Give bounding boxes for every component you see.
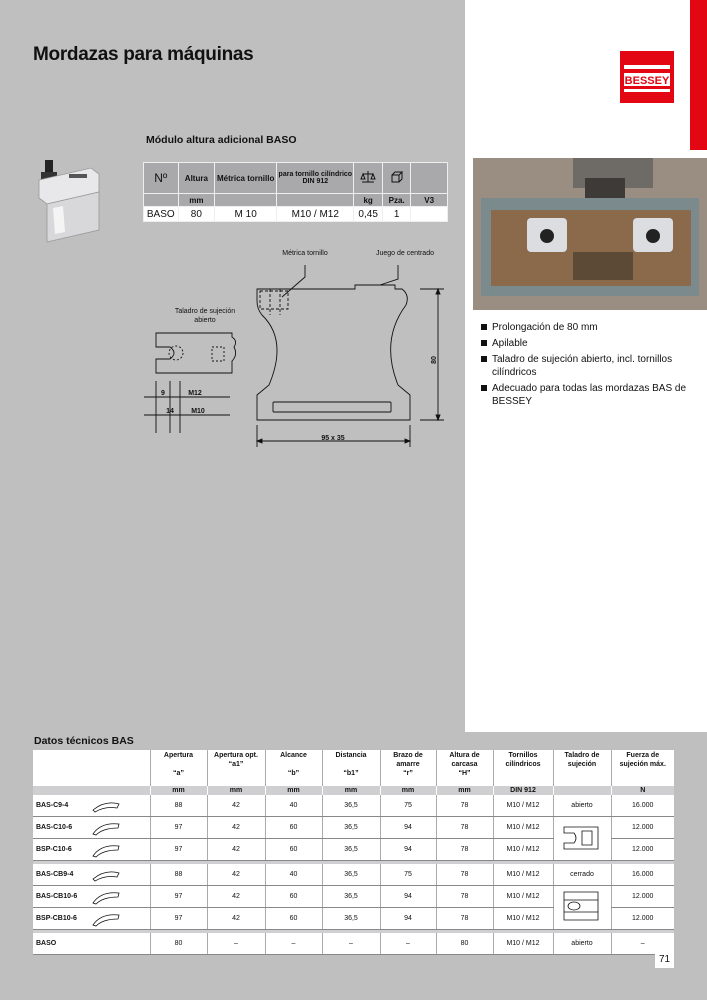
- value-cell: 88: [150, 795, 207, 817]
- open-hole-icon: [560, 821, 604, 855]
- value-cell: M10 / M12: [493, 839, 553, 861]
- header-fuerza: Fuerza de sujeción máx.: [611, 750, 674, 786]
- value-cell: 94: [380, 817, 436, 839]
- page-number: 71: [655, 951, 674, 968]
- value-cell: 36,5: [322, 839, 380, 861]
- feature-item: Apilable: [481, 337, 691, 350]
- value-cell: 78: [436, 886, 493, 908]
- value-cell: 78: [436, 817, 493, 839]
- header-no: Nº: [144, 163, 179, 194]
- value-cell: 16.000: [611, 795, 674, 817]
- header-tornillo: para tornillo cilíndrico DIN 912: [277, 163, 354, 194]
- header-altura: Altura: [178, 163, 215, 194]
- value-cell: 36,5: [322, 864, 380, 886]
- unit-cell: [144, 194, 179, 207]
- feature-list: [481, 321, 691, 411]
- value-cell: 12.000: [611, 886, 674, 908]
- header-tornillos: Tornillos cilíndricos: [493, 750, 553, 786]
- header-alcance: Alcance “b”: [265, 750, 322, 786]
- value-cell: M10 / M12: [493, 817, 553, 839]
- dim-14-label: 14: [166, 408, 174, 415]
- tech-data-table: [33, 750, 674, 955]
- table-row: [33, 817, 674, 839]
- value-cell: 60: [265, 817, 322, 839]
- value-cell: –: [207, 933, 265, 955]
- jaw-icon: [91, 844, 121, 858]
- technical-drawing: [140, 245, 450, 450]
- value-cell: 60: [265, 886, 322, 908]
- value-cell: –: [380, 933, 436, 955]
- value-cell: 97: [150, 886, 207, 908]
- unit-cell: [277, 194, 354, 207]
- value-cell: 42: [207, 886, 265, 908]
- value-cell: 0,45: [354, 207, 382, 222]
- dim-80-label: 80: [431, 356, 438, 364]
- value-cell: 12.000: [611, 817, 674, 839]
- unit-cell: DIN 912: [493, 786, 553, 795]
- unit-cell: N: [611, 786, 674, 795]
- header-v3: [411, 163, 448, 194]
- header-pieces: [382, 163, 410, 194]
- value-cell: M10 / M12: [493, 933, 553, 955]
- value-cell: 94: [380, 908, 436, 930]
- value-cell: 60: [265, 839, 322, 861]
- value-cell: 80: [150, 933, 207, 955]
- value-cell: 78: [436, 908, 493, 930]
- value-cell: 94: [380, 886, 436, 908]
- unit-cell: mm: [436, 786, 493, 795]
- header-apertura: Apertura “a”: [150, 750, 207, 786]
- value-cell: 42: [207, 908, 265, 930]
- value-cell: 78: [436, 795, 493, 817]
- baso-product-image: [33, 160, 105, 245]
- value-cell: M10 / M12: [493, 864, 553, 886]
- value-cell: [411, 207, 448, 222]
- header-weight: [354, 163, 382, 194]
- value-cell: BASO: [144, 207, 179, 222]
- model-cell: BAS-C10-6: [33, 817, 150, 839]
- unit-cell: mm: [150, 786, 207, 795]
- label-taladro: Taladro de sujeción abierto: [174, 308, 236, 324]
- jaw-icon: [91, 800, 121, 814]
- scale-icon: [360, 170, 376, 184]
- unit-cell: [215, 194, 277, 207]
- value-cell: 97: [150, 839, 207, 861]
- closed-hole-icon: [560, 888, 604, 926]
- value-cell: –: [265, 933, 322, 955]
- jaw-icon: [91, 891, 121, 905]
- value-cell: M10 / M12: [493, 795, 553, 817]
- value-cell: M10 / M12: [493, 886, 553, 908]
- label-metrica-tornillo: Métrica tornillo: [282, 250, 328, 257]
- jaw-icon: [91, 913, 121, 927]
- value-cell: 12.000: [611, 839, 674, 861]
- value-cell: cerrado: [553, 864, 611, 886]
- value-cell: 78: [436, 864, 493, 886]
- product-table: [143, 162, 448, 222]
- header-taladro: Taladro de sujeción: [553, 750, 611, 786]
- red-accent-bar: [690, 0, 707, 150]
- value-cell: –: [611, 933, 674, 955]
- bullet-square-icon: [481, 356, 487, 362]
- value-cell: 97: [150, 908, 207, 930]
- value-cell: 42: [207, 795, 265, 817]
- value-cell: 36,5: [322, 886, 380, 908]
- value-cell: 75: [380, 795, 436, 817]
- bessey-logo: [620, 51, 674, 103]
- jaw-icon: [91, 822, 121, 836]
- box-icon: [390, 170, 404, 184]
- value-cell: 36,5: [322, 817, 380, 839]
- model-cell: BSP-C10-6: [33, 839, 150, 861]
- label-juego-centrado: Juego de centrado: [376, 250, 434, 257]
- dim-m10-label: M10: [191, 408, 205, 415]
- closed-hole-drawing-cell: [553, 886, 611, 930]
- feature-item: Prolongación de 80 mm: [481, 321, 691, 334]
- table-row: [33, 933, 674, 955]
- value-cell: 12.000: [611, 908, 674, 930]
- header-distancia: Distancia “b1”: [322, 750, 380, 786]
- unit-cell: mm: [207, 786, 265, 795]
- feature-item: Adecuado para todas las mordazas BAS de BESSEY: [481, 382, 691, 408]
- value-cell: 94: [380, 839, 436, 861]
- page-title: Mordazas para máquinas: [33, 44, 254, 65]
- value-cell: 42: [207, 839, 265, 861]
- value-cell: abierto: [553, 795, 611, 817]
- value-cell: 42: [207, 864, 265, 886]
- model-cell: BAS-CB9-4: [33, 864, 150, 886]
- unit-cell: mm: [380, 786, 436, 795]
- model-cell: BSP-CB10-6: [33, 908, 150, 930]
- value-cell: 40: [265, 795, 322, 817]
- value-cell: 40: [265, 864, 322, 886]
- table-row: [33, 864, 674, 886]
- bullet-square-icon: [481, 385, 487, 391]
- bullet-square-icon: [481, 340, 487, 346]
- header-brazo: Brazo de amarre “r”: [380, 750, 436, 786]
- bullet-square-icon: [481, 324, 487, 330]
- model-cell: BASO: [33, 933, 150, 955]
- value-cell: –: [322, 933, 380, 955]
- dim-m12-label: M12: [188, 390, 202, 397]
- value-cell: 42: [207, 817, 265, 839]
- value-cell: M10 / M12: [493, 908, 553, 930]
- table-row: [33, 886, 674, 908]
- value-cell: 88: [150, 864, 207, 886]
- unit-cell: Pza.: [382, 194, 410, 207]
- unit-cell: mm: [265, 786, 322, 795]
- brand-text: BESSEY: [624, 75, 670, 87]
- value-cell: 36,5: [322, 795, 380, 817]
- unit-cell: mm: [322, 786, 380, 795]
- feature-item: Taladro de sujeción abierto, incl. tornillos cilíndricos: [481, 353, 691, 379]
- model-cell: BAS-CB10-6: [33, 886, 150, 908]
- value-cell: abierto: [553, 933, 611, 955]
- machine-vise-photo: [473, 158, 707, 310]
- dim-95x35-label: 95 x 35: [321, 435, 345, 442]
- unit-cell: [33, 786, 150, 795]
- value-cell: 97: [150, 817, 207, 839]
- value-cell: 60: [265, 908, 322, 930]
- value-cell: 80: [178, 207, 215, 222]
- value-cell: M10 / M12: [277, 207, 354, 222]
- table-row: [33, 795, 674, 817]
- dim-9-label: 9: [161, 390, 165, 397]
- unit-cell: kg: [354, 194, 382, 207]
- value-cell: 80: [436, 933, 493, 955]
- unit-cell: V3: [411, 194, 448, 207]
- header-empty: [33, 750, 150, 786]
- open-hole-drawing-cell: [553, 817, 611, 861]
- header-apertura-opt: Apertura opt. “a1”: [207, 750, 265, 786]
- value-cell: M 10: [215, 207, 277, 222]
- section-title: Módulo altura adicional BASO: [146, 134, 297, 146]
- value-cell: 36,5: [322, 908, 380, 930]
- model-cell: BAS-C9-4: [33, 795, 150, 817]
- value-cell: 1: [382, 207, 410, 222]
- unit-cell: mm: [178, 194, 215, 207]
- value-cell: 78: [436, 839, 493, 861]
- jaw-icon: [91, 869, 121, 883]
- value-cell: 75: [380, 864, 436, 886]
- header-altura-carcasa: Altura de carcasa “H”: [436, 750, 493, 786]
- header-metrica: Métrica tornillo: [215, 163, 277, 194]
- tech-data-title: Datos técnicos BAS: [34, 735, 134, 747]
- unit-cell: [553, 786, 611, 795]
- value-cell: 16.000: [611, 864, 674, 886]
